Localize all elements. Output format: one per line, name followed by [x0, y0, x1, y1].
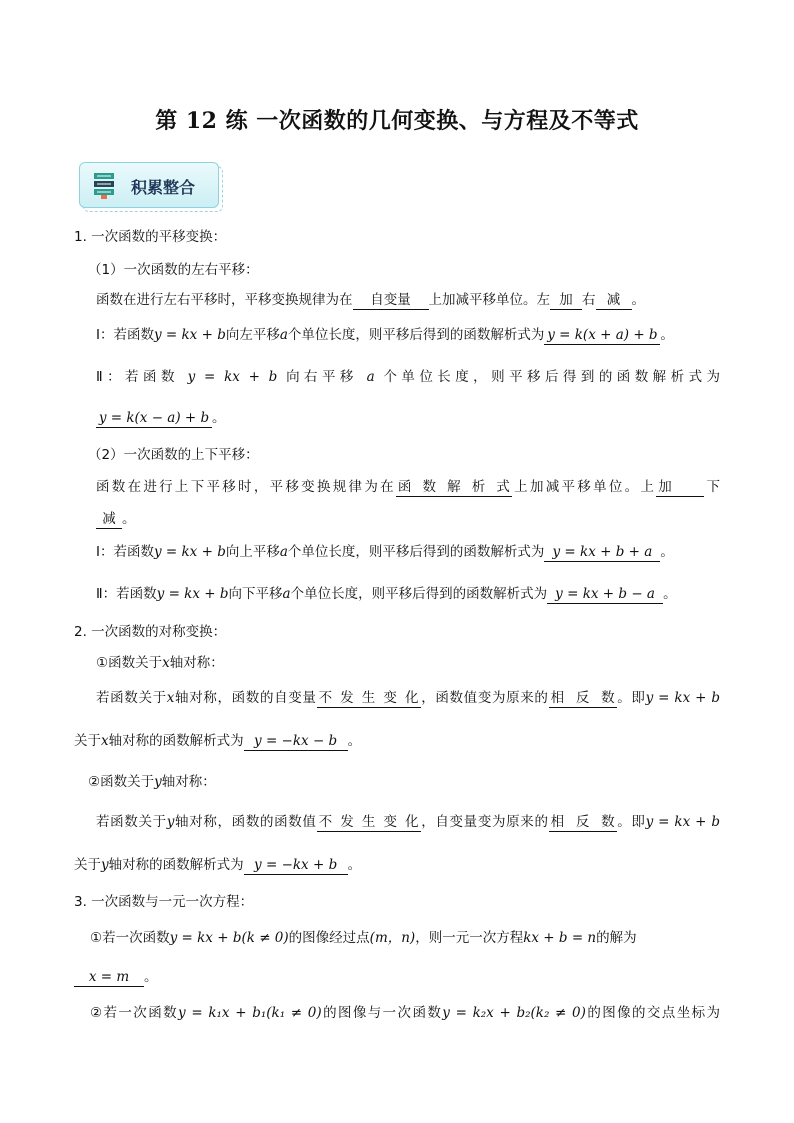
book-stack-icon: [91, 171, 117, 199]
eq-line-2: x = m 。: [74, 967, 158, 987]
answer-blank: y = k(x + a) + b: [544, 327, 660, 345]
answer-blank: x = m: [74, 969, 144, 987]
badge-label: 积累整合: [131, 178, 196, 197]
section-1-heading: 1. 一次函数的平移变换：: [74, 229, 227, 245]
section-3-heading: 3. 一次函数与一元一次方程：: [74, 894, 254, 910]
page-title: 第 12 练 一次函数的几何变换、与方程及不等式: [155, 108, 639, 134]
answer-blank: 相反数: [550, 690, 615, 706]
answer-blank: 加: [656, 479, 704, 497]
answer-blank: 不发生变化: [318, 690, 419, 706]
answer-blank: 自变量: [353, 292, 429, 310]
section-2-heading: 2. 一次函数的对称变换：: [74, 624, 227, 640]
subsection-1-2-heading: （2）一次函数的上下平移：: [88, 447, 259, 463]
answer-blank: y = −kx − b: [244, 733, 348, 751]
lr-case-ii-line: Ⅱ：若函数 y = kx + b 向右平移 a 个单位长度，则平移后得到的函数解析式为: [96, 369, 721, 385]
sym-x-line-2: 关于x轴对称的函数解析式为 y = −kx − b 。: [74, 733, 362, 749]
lr-case-i-line: Ⅰ：若函数y = kx + b向左平移a个单位长度，则平移后得到的函数解析式为 y = k(x + a) + b 。: [96, 327, 674, 343]
answer-blank: y = k(x − a) + b: [96, 410, 212, 428]
sym-y-line-2: 关于y轴对称的函数解析式为 y = −kx + b 。: [74, 857, 362, 873]
sym-x-heading: ①函数关于x轴对称：: [96, 655, 224, 671]
ud-case-ii-line: Ⅱ：若函数y = kx + b向下平移a个单位长度，则平移后得到的函数解析式为 y = kx + b − a 。: [96, 586, 677, 602]
ud-rule-line: 函数在进行上下平移时，平移变换规律为在 函数解析式 上加减平移单位。上 加 下: [96, 479, 721, 495]
answer-blank: 减: [96, 511, 122, 529]
answer-blank: y = kx + b − a: [547, 586, 663, 604]
answer-blank: 不发生变化: [318, 814, 419, 830]
answer-blank: y = kx + b + a: [544, 544, 660, 562]
answer-blank: 函数解析式: [397, 479, 510, 495]
subsection-1-1-heading: （1）一次函数的左右平移：: [88, 262, 259, 278]
sym-y-heading: ②函数关于y轴对称：: [88, 774, 216, 790]
sym-y-line-1: 若函数关于y轴对称，函数的函数值 不发生变化 ，自变量变为原来的 相反数 。即y = kx + b: [96, 814, 721, 830]
eq-line-3: ②若一次函数y = k₁x + b₁(k₁ ≠ 0)的图像与一次函数y = k₂x + b₂(k₂ ≠ 0)的图像的交点坐标为: [90, 1005, 720, 1021]
lr-case-ii-answer-line: y = k(x − a) + b 。: [96, 408, 226, 428]
lr-rule-line: 函数在进行左右平移时，平移变换规律为在 自变量 上加减平移单位。左 加 右 减 。: [96, 292, 645, 308]
answer-blank: 减: [596, 292, 632, 310]
eq-line-1: ①若一次函数y = kx + b(k ≠ 0)的图像经过点(m，n)，则一元一次方程kx + b = n的解为: [90, 930, 637, 946]
answer-blank: y = −kx + b: [244, 857, 348, 875]
ud-case-i-line: Ⅰ：若函数y = kx + b向上平移a个单位长度，则平移后得到的函数解析式为 y = kx + b + a 。: [96, 544, 674, 560]
answer-blank: 加: [550, 292, 582, 310]
sym-x-line-1: 若函数关于x轴对称，函数的自变量 不发生变化 ，函数值变为原来的 相反数 。即y = kx + b: [96, 690, 721, 706]
ud-rule-line-cont: 减 。: [96, 509, 136, 529]
answer-blank: 相反数: [550, 814, 615, 830]
section-badge: [79, 162, 221, 210]
